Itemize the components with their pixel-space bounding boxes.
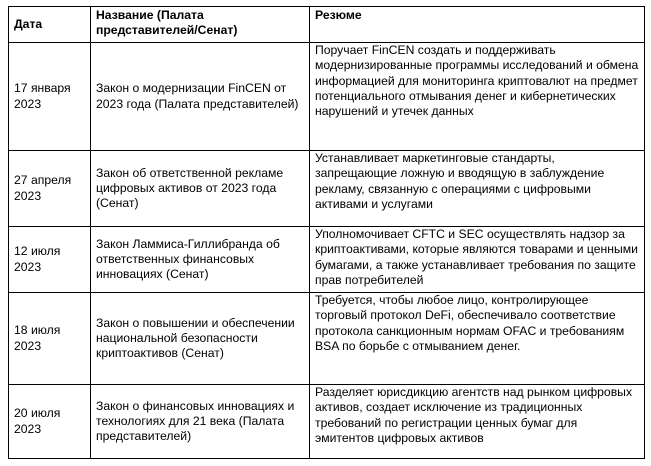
table-header-row [9, 7, 645, 43]
table-row [9, 385, 645, 459]
row-name: Закон Ламмиса-Гиллибранда об ответственных финансовых инновациях (Сенат) [91, 227, 310, 293]
table-row [9, 293, 645, 385]
row-date: 17 января 2023 [9, 43, 91, 151]
row-name: Закон о повышении и обеспечении национальной безопасности криптоактивов (Сенат) [91, 293, 310, 385]
table-row [9, 151, 645, 227]
row-summary: Устанавливает маркетинговые стандарты, запрещающие ложную и вводящую в заблуждение рекламу, связанную с операциями с цифровыми активами и услугами [310, 151, 645, 227]
row-date: 20 июля 2023 [9, 385, 91, 459]
row-summary: Поручает FinCEN создать и поддерживать модернизированные программы исследований и обмена информацией для мониторинга криптовалют на предмет потенциального отмывания денег и кибернетических нарушений и утечек данных [310, 43, 645, 151]
header-name: Название (Палата представителей/Сенат) [91, 7, 310, 43]
row-date: 12 июля 2023 [9, 227, 91, 293]
row-name: Закон об ответственной рекламе цифровых активов от 2023 года (Сенат) [91, 151, 310, 227]
row-date: 18 июля 2023 [9, 293, 91, 385]
table-row [9, 227, 645, 293]
header-date: Дата [9, 7, 91, 43]
legislation-table [8, 6, 645, 459]
row-summary: Требуется, чтобы любое лицо, контролирующее торговый протокол DeFi, обеспечивало соответствие протокола санкционным нормам OFAC и требованиям BSA по борьбе с отмыванием денег. [310, 293, 645, 385]
row-date: 27 апреля 2023 [9, 151, 91, 227]
table-row [9, 43, 645, 151]
row-summary: Уполномочивает CFTC и SEC осуществлять надзор за криптоактивами, которые являются товарами и ценными бумагами, а также устанавливает требования по защите прав потребителей [310, 227, 645, 293]
row-name: Закон о модернизации FinCEN от 2023 года (Палата представителей) [91, 43, 310, 151]
header-summary: Резюме [310, 7, 645, 43]
row-name: Закон о финансовых инновациях и технологиях для 21 века (Палата представителей) [91, 385, 310, 459]
row-summary: Разделяет юрисдикцию агентств над рынком цифровых активов, создает исключение из традиционных требований по регистрации ценных бумаг для эмитентов цифровых активов [310, 385, 645, 459]
